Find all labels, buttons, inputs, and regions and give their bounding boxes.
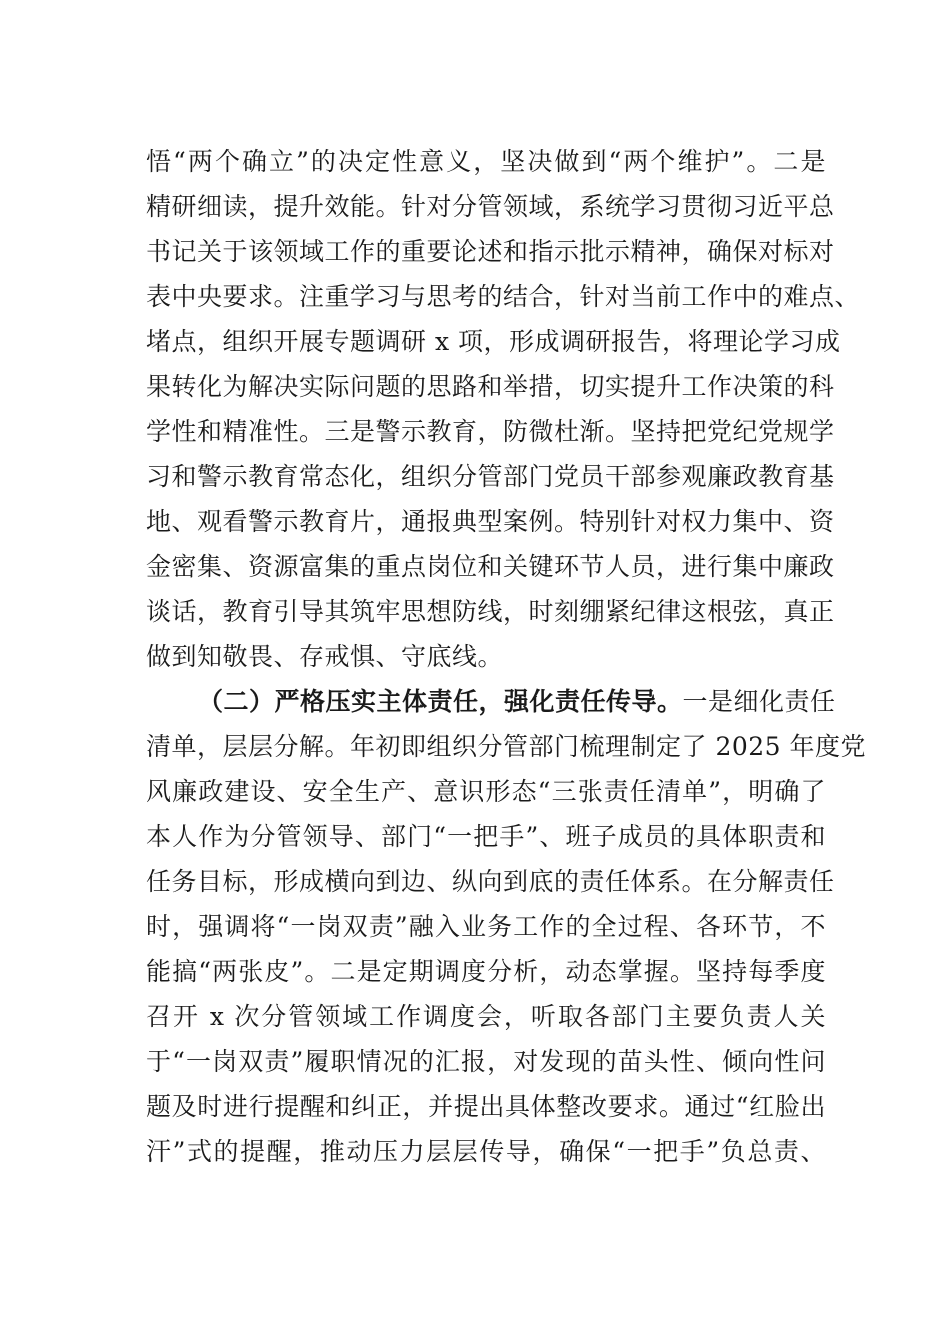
section-heading: （二）严格压实主体责任，强化责任传导。 (198, 687, 683, 716)
text-line: 谈话，教育引导其筑牢思想防线，时刻绷紧纪律这根弦，真正 (146, 597, 835, 626)
text-line: 做到知敬畏、存戒惧、守底线。 (146, 642, 504, 671)
text-line: 表中央要求。注重学习与思考的结合，针对当前工作中的难点、 (146, 282, 861, 311)
section-heading-line (198, 682, 836, 722)
text-line: 金密集、资源富集的重点岗位和关键环节人员，进行集中廉政 (146, 552, 835, 581)
text-line: 风廉政建设、安全生产、意识形态“三张责任清单”，明确了 (146, 777, 826, 806)
text-line: 清单，层层分解。年初即组织分管部门梳理制定了 2025 年度党 (146, 732, 867, 761)
text-line: 学性和精准性。三是警示教育，防微杜渐。坚持把党纪党规学 (146, 417, 835, 446)
text-line: 时，强调将“一岗双责”融入业务工作的全过程、各环节，不 (146, 912, 826, 941)
text-line: 果转化为解决实际问题的思路和举措，切实提升工作决策的科 (146, 372, 835, 401)
text-line: 书记关于该领域工作的重要论述和指示批示精神，确保对标对 (146, 237, 835, 266)
section-heading-rest: 一是细化责任 (682, 687, 836, 716)
text-line: 精研细读，提升效能。针对分管领域，系统学习贯彻习近平总 (146, 192, 835, 221)
text-line: 悟“两个确立”的决定性意义，坚决做到“两个维护”。二是 (146, 147, 826, 176)
text-line: 习和警示教育常态化，组织分管部门党员干部参观廉政教育基 (146, 462, 835, 491)
text-line: 汗”式的提醒，推动压力层层传导，确保“一把手”负总责、 (146, 1137, 826, 1166)
text-line: 题及时进行提醒和纠正，并提出具体整改要求。通过“红脸出 (146, 1092, 826, 1121)
text-line: 本人作为分管领导、部门“一把手”、班子成员的具体职责和 (146, 822, 826, 851)
text-line: 召开 x 次分管领域工作调度会，听取各部门主要负责人关 (146, 1002, 826, 1031)
text-line: 能搞“两张皮”。二是定期调度分析，动态掌握。坚持每季度 (146, 957, 826, 986)
text-line: 地、观看警示教育片，通报典型案例。特别针对权力集中、资 (146, 507, 835, 536)
text-line: 任务目标，形成横向到边、纵向到底的责任体系。在分解责任 (146, 867, 835, 896)
text-line: 堵点，组织开展专题调研 x 项，形成调研报告，将理论学习成 (146, 327, 841, 356)
text-line: 于“一岗双责”履职情况的汇报，对发现的苗头性、倾向性问 (146, 1047, 826, 1076)
